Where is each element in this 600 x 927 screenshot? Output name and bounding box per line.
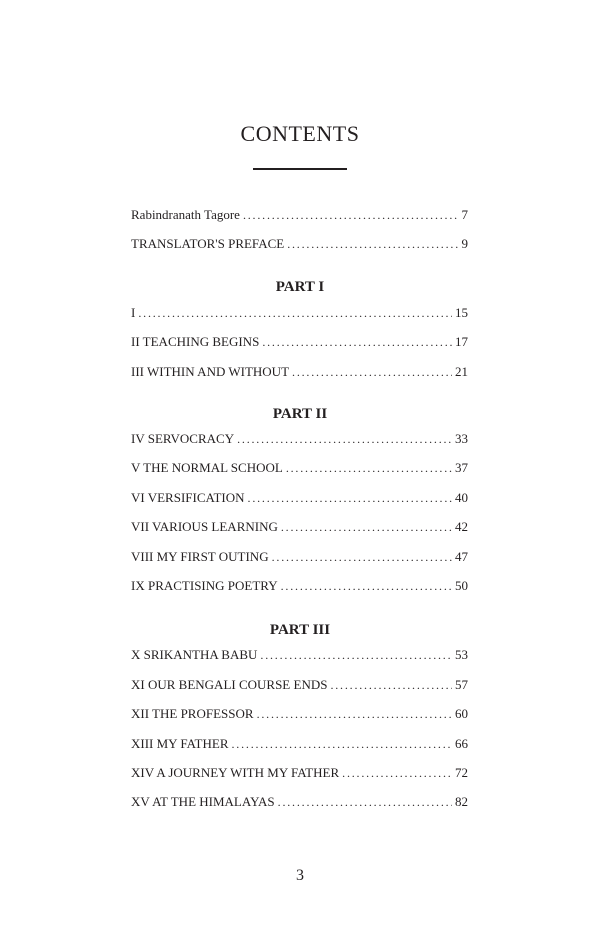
- toc-entry-title: V THE NORMAL SCHOOL: [131, 460, 283, 475]
- toc-entry[interactable]: [131, 429, 468, 449]
- toc-entry-page: 60: [455, 706, 468, 721]
- dot-leader: [272, 547, 452, 567]
- dot-leader: [342, 763, 452, 783]
- toc-entry[interactable]: [131, 458, 468, 478]
- toc-entry-page: 72: [455, 765, 468, 780]
- toc-entry-page: 53: [455, 647, 468, 662]
- toc-entry-page: 17: [455, 334, 468, 349]
- toc-entry-title: XII THE PROFESSOR: [131, 706, 254, 721]
- toc-entry[interactable]: [131, 576, 468, 596]
- toc-entry-page: 15: [455, 305, 468, 320]
- dot-leader: [281, 517, 452, 537]
- dot-leader: [248, 488, 452, 508]
- toc-entry-title: XV AT THE HIMALAYAS: [131, 794, 275, 809]
- toc-entry-title: XIV A JOURNEY WITH MY FATHER: [131, 765, 340, 780]
- toc-entry[interactable]: [131, 645, 468, 665]
- toc-entry[interactable]: [131, 675, 468, 695]
- toc-entry-page: 37: [455, 460, 468, 475]
- dot-leader: [292, 362, 452, 382]
- toc-entry-title: X SRIKANTHA BABU: [131, 647, 258, 662]
- toc-entry-page: 82: [455, 794, 468, 809]
- toc-entry[interactable]: [131, 332, 468, 352]
- dot-leader: [257, 704, 452, 724]
- toc-entry-page: 57: [455, 677, 468, 692]
- toc-entry-title: III WITHIN AND WITHOUT: [131, 364, 290, 379]
- toc-entry-page: 47: [455, 549, 468, 564]
- toc-entry-page: 66: [455, 736, 468, 751]
- page-title: CONTENTS: [240, 121, 360, 146]
- toc-entry-title: TRANSLATOR'S PREFACE: [131, 236, 285, 251]
- dot-leader: [232, 734, 453, 754]
- dot-leader: [278, 792, 452, 812]
- dot-leader: [138, 303, 452, 323]
- dot-leader: [237, 429, 452, 449]
- toc-entry-page: 33: [455, 431, 468, 446]
- toc-entry[interactable]: [131, 547, 468, 567]
- part-heading: PART III: [269, 622, 331, 638]
- dot-leader: [281, 576, 452, 596]
- toc-entry-title: I: [131, 305, 136, 320]
- dot-leader: [287, 234, 458, 254]
- toc-entry-page: 7: [461, 207, 468, 222]
- toc-entry-page: 9: [461, 236, 468, 251]
- toc-entry[interactable]: [131, 763, 468, 783]
- toc-entry[interactable]: [131, 517, 468, 537]
- page-number: 3: [296, 867, 304, 884]
- dot-leader: [260, 645, 452, 665]
- toc-entry-page: 40: [455, 490, 468, 505]
- toc-entry[interactable]: [131, 362, 468, 382]
- toc-entry[interactable]: [131, 792, 468, 812]
- toc-entry-title: XIII MY FATHER: [131, 736, 229, 751]
- toc-entry-page: 21: [455, 364, 468, 379]
- part-heading: PART II: [272, 406, 328, 422]
- dot-leader: [262, 332, 452, 352]
- toc-entry-page: 50: [455, 578, 468, 593]
- toc-entry-page: 42: [455, 519, 468, 534]
- toc-entry[interactable]: [131, 234, 468, 254]
- toc-entry-title: IX PRACTISING POETRY: [131, 578, 278, 593]
- toc-entry[interactable]: [131, 205, 468, 225]
- dot-leader: [330, 675, 452, 695]
- toc-entry[interactable]: [131, 303, 468, 323]
- toc-entry-title: II TEACHING BEGINS: [131, 334, 260, 349]
- toc-entry-title: XI OUR BENGALI COURSE ENDS: [131, 677, 328, 692]
- dot-leader: [286, 458, 452, 478]
- toc-entry-title: Rabindranath Tagore: [131, 207, 240, 222]
- toc-entry-title: VII VARIOUS LEARNING: [131, 519, 278, 534]
- toc-entry[interactable]: [131, 734, 468, 754]
- toc-entry[interactable]: [131, 488, 468, 508]
- toc-entry-title: VI VERSIFICATION: [131, 490, 245, 505]
- toc-entry-title: VIII MY FIRST OUTING: [131, 549, 269, 564]
- toc-entry[interactable]: [131, 704, 468, 724]
- dot-leader: [243, 205, 459, 225]
- part-heading: PART I: [275, 279, 325, 295]
- toc-entry-title: IV SERVOCRACY: [131, 431, 235, 446]
- title-rule: [253, 168, 347, 170]
